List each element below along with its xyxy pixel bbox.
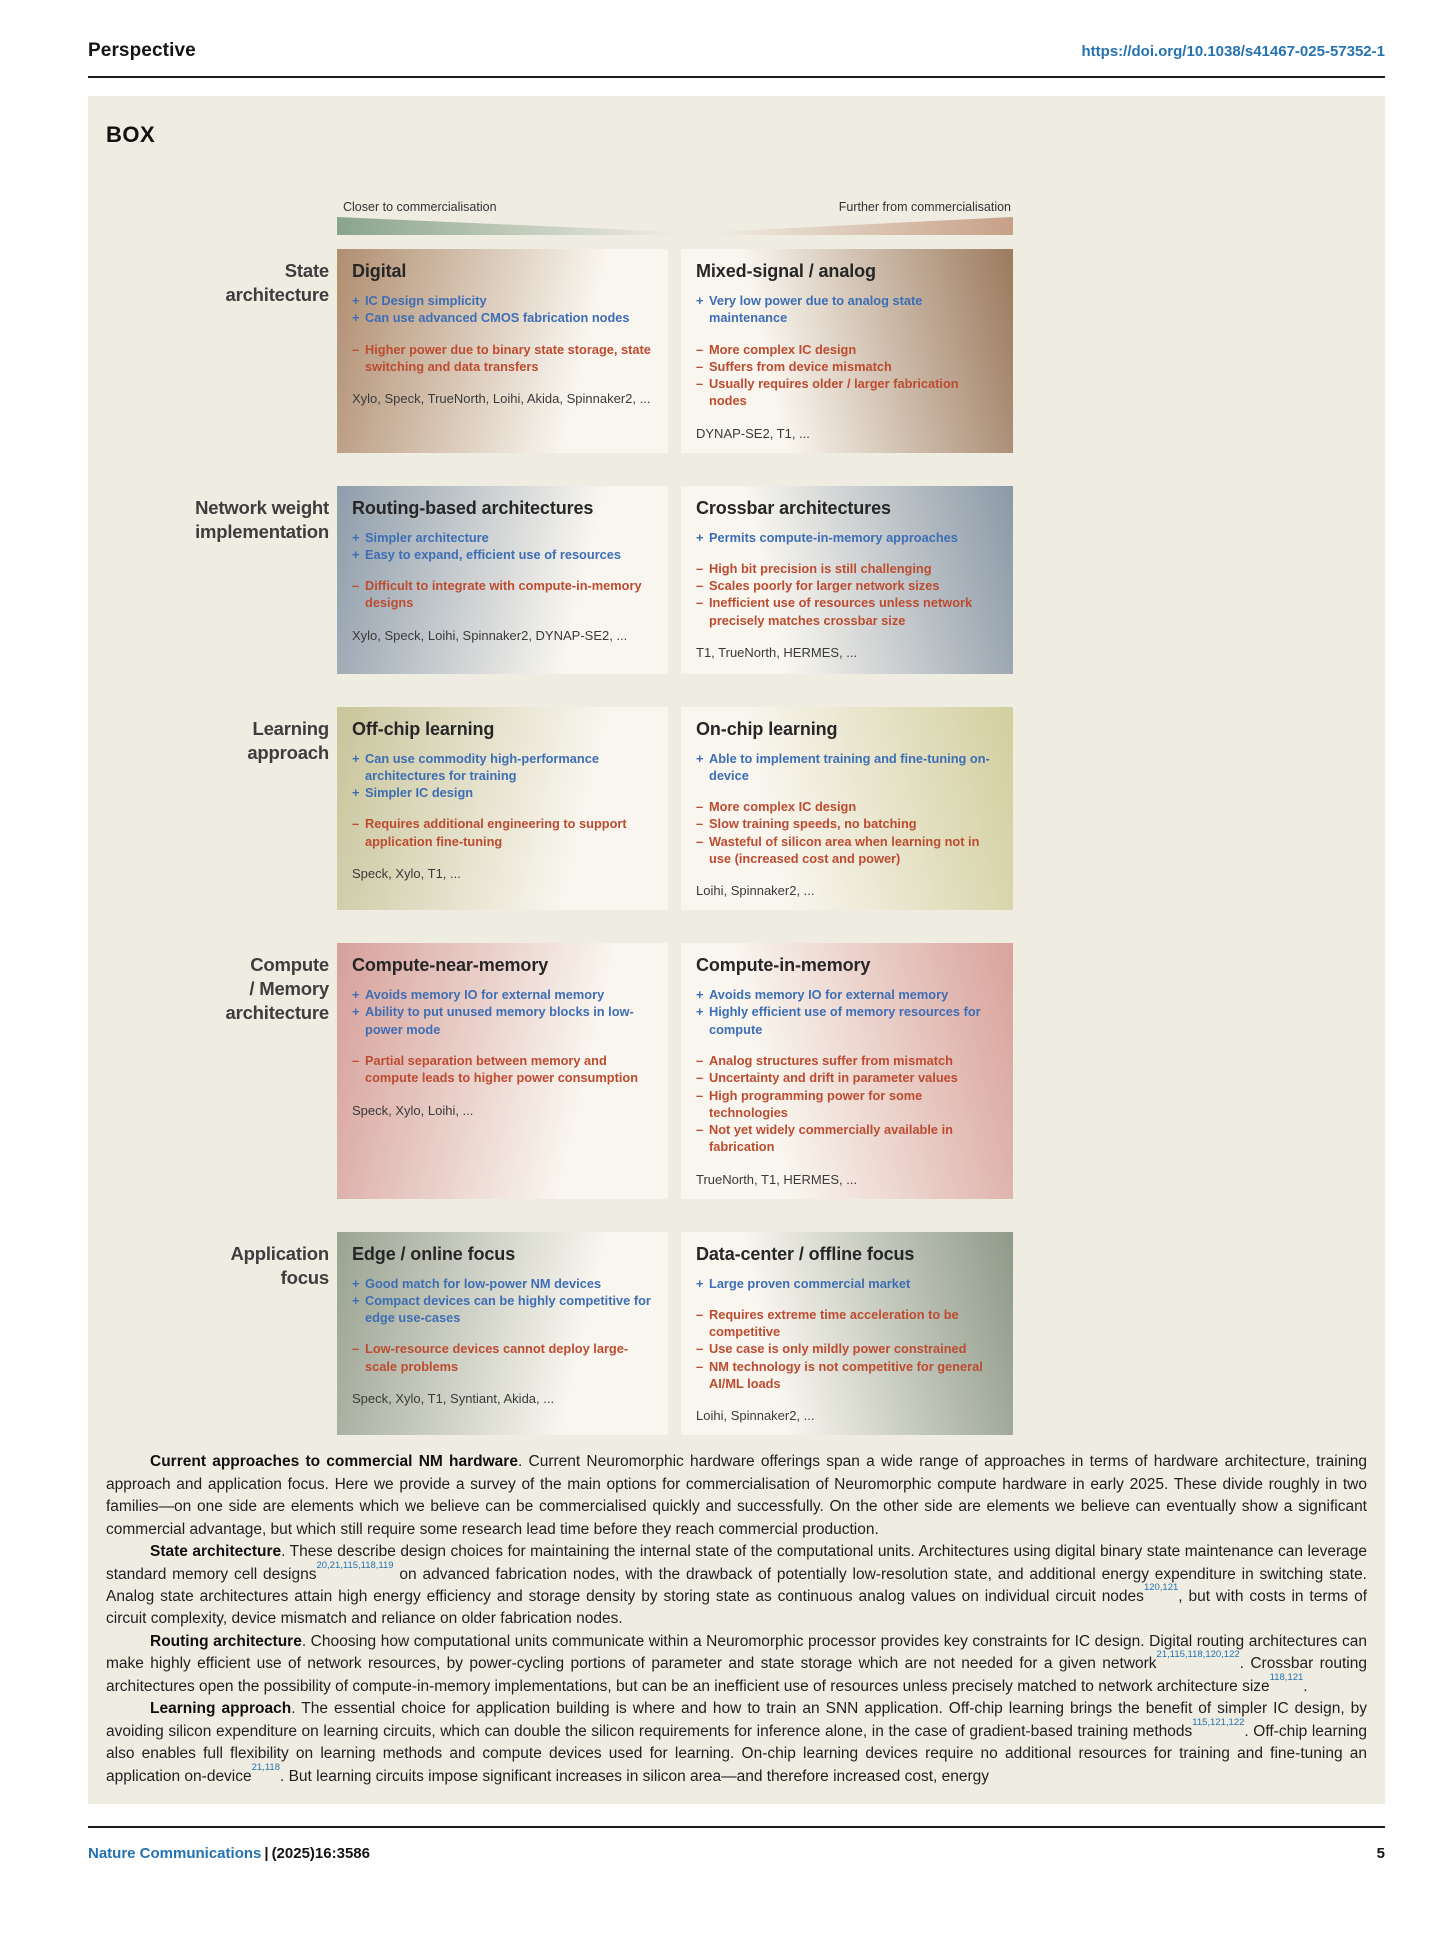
plus-icon: +	[352, 310, 360, 326]
plus-icon: +	[352, 987, 360, 1003]
minus-icon: –	[696, 1341, 704, 1357]
caption-text: .	[1303, 1677, 1308, 1695]
option-title: Digital	[352, 261, 407, 281]
caption-text: . Current Neuromorphic hardware offerings span a wide range of approaches in terms of hardware architecture, training approach and application focus. Here we provide a survey of the main options for commercialisation of Neuromorphic compute hardware in early 2025. These divide roughly in two families—on one side are elements which we believe can be commercialised quickly and successfully. On the other side are elements we believe can eventually show a significant commercial advantage, but which still require some research lead time before they reach commercial production.	[106, 1453, 1367, 1538]
caption-lead-in: Routing architecture	[150, 1632, 302, 1650]
plus-icon: +	[352, 750, 360, 766]
box-title: BOX	[106, 122, 156, 147]
minus-icon: –	[696, 595, 704, 611]
journal-link[interactable]: Nature Communications	[88, 1845, 262, 1863]
caption-text: . Choosing how computational units communicate within a Neuromorphic processor provides key constraints for IC design. Digital routing architectures can make highly efficient use of network resources, by power-cycling portions of parameter and state storage which are not needed for a given network	[106, 1632, 1367, 1673]
reference-link[interactable]: 20,21,115,118,119	[316, 1559, 394, 1571]
con-item: – More complex IC design	[696, 341, 857, 357]
pros-list	[696, 986, 999, 1038]
option-cell-left	[337, 943, 668, 1198]
con-item: – More complex IC design	[696, 799, 857, 815]
option-title: Data-center / offline focus	[696, 1243, 915, 1264]
gradient-wedge-right	[702, 217, 1013, 235]
reference-link[interactable]: 115,121,122	[1192, 1716, 1245, 1728]
minus-icon: –	[696, 341, 704, 357]
con-item: – Scales poorly for larger network sizes	[696, 578, 940, 594]
option-title: Compute-in-memory	[696, 955, 871, 976]
con-item: – Analog structures suffer from mismatch	[696, 1052, 953, 1068]
cons-list	[696, 798, 999, 867]
figure-row	[106, 943, 1367, 1198]
minus-icon: –	[696, 1122, 704, 1138]
pros-list	[352, 986, 654, 1038]
con-item: – Not yet widely commercially available in fabrication	[696, 1122, 953, 1155]
cons-list	[352, 341, 654, 376]
pro-item: + Easy to expand, efficient use of resources	[352, 546, 622, 562]
minus-icon: –	[696, 799, 704, 815]
plus-icon: +	[352, 1275, 360, 1291]
pros-list	[696, 529, 999, 546]
cons-list	[696, 1306, 999, 1392]
plus-icon: +	[352, 529, 360, 545]
minus-icon: –	[696, 1358, 704, 1374]
minus-icon: –	[696, 560, 704, 576]
option-title: Edge / online focus	[352, 1243, 516, 1264]
example-chips: Speck, Xylo, Loihi, ...	[352, 1102, 474, 1118]
con-item: – Slow training speeds, no batching	[696, 816, 917, 832]
minus-icon: –	[696, 376, 704, 392]
reference-link[interactable]: 21,115,118,120,122	[1156, 1649, 1240, 1661]
minus-icon: –	[696, 578, 704, 594]
figure-row	[106, 1232, 1367, 1436]
plus-icon: +	[696, 293, 704, 308]
reference-link[interactable]: 120,121	[1143, 1582, 1179, 1594]
caption-text: , but with costs in terms of circuit complexity, device mismatch and reliance on older fabrication nodes.	[106, 1587, 1367, 1628]
caption-text: . These describe design choices for maintaining the internal state of the computational units. Architectures using digital binary state maintenance can leverage standard memory cell designs	[106, 1543, 1367, 1583]
con-item: – Higher power due to binary state storage, state switching and data transfers	[352, 341, 651, 374]
plus-icon: +	[352, 1004, 360, 1020]
cons-list	[352, 815, 654, 850]
cons-list	[696, 1052, 999, 1156]
pro-item: + Avoids memory IO for external memory	[696, 987, 949, 1003]
plus-icon: +	[696, 750, 704, 766]
option-cell-left	[337, 1232, 668, 1436]
cons-list	[696, 341, 999, 410]
caption-paragraph	[106, 1541, 1367, 1631]
row-category-label: Network weight implementation	[195, 496, 329, 542]
caption-text: on advanced fabrication nodes, with the drawback of potentially low-resolution state, and additional energy expenditure in switching state. Analog state architectures attain high energy efficiency and storage density by storing state as continuous analog values on individual circuit nodes	[106, 1565, 1367, 1605]
example-chips: T1, TrueNorth, HERMES, ...	[696, 644, 858, 660]
minus-icon: –	[696, 816, 704, 832]
option-title: Off-chip learning	[352, 718, 495, 739]
example-chips: DYNAP-SE2, T1, ...	[696, 425, 810, 441]
minus-icon: –	[696, 1052, 704, 1068]
minus-icon: –	[696, 1306, 704, 1322]
bar-label-right: Further from commercialisation	[838, 200, 1011, 214]
option-cell-left	[337, 486, 668, 674]
plus-icon: +	[352, 1292, 360, 1308]
plus-icon: +	[352, 293, 360, 308]
pro-item: + Permits compute-in-memory approaches	[696, 529, 958, 545]
pros-list	[352, 529, 654, 564]
minus-icon: –	[696, 1087, 704, 1103]
caption-text: . But learning circuits impose significant increases in silicon area—and therefore increased cost, energy	[279, 1767, 990, 1785]
con-item: – Usually requires older / larger fabrication nodes	[696, 376, 959, 409]
example-chips: Speck, Xylo, T1, Syntiant, Akida, ...	[352, 1390, 555, 1406]
pros-list	[352, 750, 654, 802]
pro-item: + Can use commodity high-performance architectures for training	[352, 750, 599, 783]
figure-row	[106, 707, 1367, 911]
pros-list	[352, 292, 654, 327]
pro-item: + Large proven commercial market	[696, 1275, 911, 1291]
con-item: – Requires additional engineering to support application fine-tuning	[352, 816, 627, 849]
doi-link[interactable]: https://doi.org/10.1038/s41467-025-57352-1	[1081, 43, 1385, 60]
con-item: – Inefficient use of resources unless network precisely matches crossbar size	[696, 595, 973, 628]
option-cell-left	[337, 707, 668, 911]
figure-row	[106, 486, 1367, 674]
example-chips: Xylo, Speck, Loihi, Spinnaker2, DYNAP-SE2, ...	[352, 627, 628, 643]
option-cell-right	[681, 249, 1013, 453]
pro-item: + Highly efficient use of memory resources for compute	[696, 1004, 981, 1037]
option-cell-right	[681, 486, 1013, 674]
figure-rows	[106, 249, 1367, 1435]
commercialisation-bar	[337, 200, 1013, 235]
minus-icon: –	[352, 341, 360, 357]
pros-list	[696, 292, 999, 327]
pro-item: + Simpler IC design	[352, 785, 474, 801]
con-item: – Partial separation between memory and compute leads to higher power consumption	[352, 1052, 639, 1086]
option-cell-right	[681, 943, 1013, 1198]
cons-list	[352, 577, 654, 612]
option-title: Routing-based architectures	[352, 497, 594, 518]
plus-icon: +	[696, 1275, 704, 1291]
plus-icon: +	[696, 529, 704, 545]
pro-item: + Can use advanced CMOS fabrication nodes	[352, 310, 630, 326]
option-cell-right	[681, 707, 1013, 911]
pros-list	[696, 750, 999, 785]
page-header	[88, 40, 1385, 62]
pros-list	[696, 1275, 999, 1292]
row-category-label: Compute / Memory architecture	[225, 954, 329, 1024]
caption-lead-in: Learning approach	[150, 1700, 292, 1718]
con-item: – High bit precision is still challenging	[696, 560, 932, 576]
con-item: – Use case is only mildly power constrained	[696, 1341, 967, 1357]
row-category-label: Learning approach	[247, 717, 329, 763]
pros-list	[352, 1275, 654, 1327]
caption-lead-in: State architecture	[150, 1543, 282, 1561]
caption-paragraph	[106, 1631, 1367, 1698]
con-item: – Suffers from device mismatch	[696, 358, 892, 374]
plus-icon: +	[696, 987, 704, 1003]
pro-item: + Good match for low-power NM devices	[352, 1275, 602, 1291]
pro-item: + Able to implement training and fine-tuning on-device	[696, 750, 990, 783]
article-type: Perspective	[88, 40, 196, 61]
pro-item: + Ability to put unused memory blocks in low-power mode	[352, 1004, 634, 1037]
con-item: – Uncertainty and drift in parameter values	[696, 1070, 958, 1086]
footer-separator: |	[264, 1845, 269, 1863]
row-category-label: State architecture	[225, 260, 329, 306]
plus-icon: +	[352, 546, 360, 562]
minus-icon: –	[352, 816, 360, 832]
caption-paragraph	[106, 1451, 1367, 1541]
caption-text: . Off-chip learning also enables full flexibility on learning methods and compute devices used for learning. On-chip learning devices require no additional resources for training and fine-tuning an application on-device	[106, 1722, 1367, 1785]
page-number: 5	[1376, 1845, 1385, 1863]
example-chips: TrueNorth, T1, HERMES, ...	[696, 1171, 858, 1187]
plus-icon: +	[696, 1004, 704, 1020]
minus-icon: –	[696, 833, 704, 849]
option-title: Crossbar architectures	[696, 497, 891, 518]
cons-list	[696, 560, 999, 629]
con-item: – Requires extreme time acceleration to be competitive	[696, 1306, 959, 1340]
option-title: Compute-near-memory	[352, 955, 549, 976]
bar-label-left: Closer to commercialisation	[343, 200, 497, 214]
option-cell-left	[337, 249, 668, 453]
citation-text: (2025)16:3586	[271, 1845, 370, 1863]
minus-icon: –	[352, 578, 360, 594]
row-category-label: Application focus	[230, 1242, 329, 1288]
caption-lead-in: Current approaches to commercial NM hardware	[150, 1453, 518, 1471]
example-chips: Speck, Xylo, T1, ...	[352, 865, 461, 881]
minus-icon: –	[696, 1070, 704, 1086]
con-item: – NM technology is not competitive for general AI/ML loads	[696, 1358, 983, 1391]
box-panel	[88, 96, 1385, 1804]
minus-icon: –	[352, 1341, 360, 1357]
pro-item: + IC Design simplicity	[352, 293, 487, 308]
minus-icon: –	[352, 1052, 360, 1068]
option-cell-right	[681, 1232, 1013, 1436]
header-rule	[88, 76, 1385, 78]
plus-icon: +	[352, 785, 360, 801]
figure-caption	[106, 1451, 1367, 1788]
pro-item: + Simpler architecture	[352, 529, 489, 545]
example-chips: Loihi, Spinnaker2, ...	[696, 883, 815, 899]
con-item: – Wasteful of silicon area when learning not in use (increased cost and power)	[696, 833, 980, 866]
pro-item: + Compact devices can be highly competitive for edge use-cases	[352, 1292, 651, 1326]
con-item: – Low-resource devices cannot deploy large-scale problems	[352, 1341, 629, 1374]
example-chips: Xylo, Speck, TrueNorth, Loihi, Akida, Spinnaker2, ...	[352, 391, 651, 407]
caption-text: . The essential choice for application building is where and how to train an SNN application. Off-chip learning brings the benefit of simpler IC design, by avoiding silicon expenditure on learning circuits, which can double the silicon requirements for inference alone, in the case of gradient-based training methods	[106, 1700, 1368, 1740]
con-item: – High programming power for some technologies	[696, 1087, 923, 1120]
con-item: – Difficult to integrate with compute-in-memory designs	[352, 578, 642, 611]
cons-list	[352, 1052, 654, 1087]
reference-link[interactable]: 21,118	[251, 1761, 280, 1773]
figure-row	[106, 249, 1367, 453]
example-chips: Loihi, Spinnaker2, ...	[696, 1408, 815, 1424]
minus-icon: –	[696, 358, 704, 374]
pro-item: + Avoids memory IO for external memory	[352, 987, 605, 1003]
page-footer	[88, 1828, 1385, 1862]
pro-item: + Very low power due to analog state maintenance	[696, 293, 923, 326]
gradient-wedge-left	[337, 217, 689, 235]
option-title: Mixed-signal / analog	[696, 261, 876, 281]
reference-link[interactable]: 118,121	[1269, 1671, 1304, 1683]
caption-paragraph	[106, 1698, 1367, 1788]
option-title: On-chip learning	[696, 718, 838, 739]
caption-text: . Crossbar routing architectures open the possibility of compute-in-memory implementations, but can be an inefficient use of resources unless precisely matched to network architecture size	[106, 1655, 1367, 1695]
cons-list	[352, 1340, 654, 1375]
